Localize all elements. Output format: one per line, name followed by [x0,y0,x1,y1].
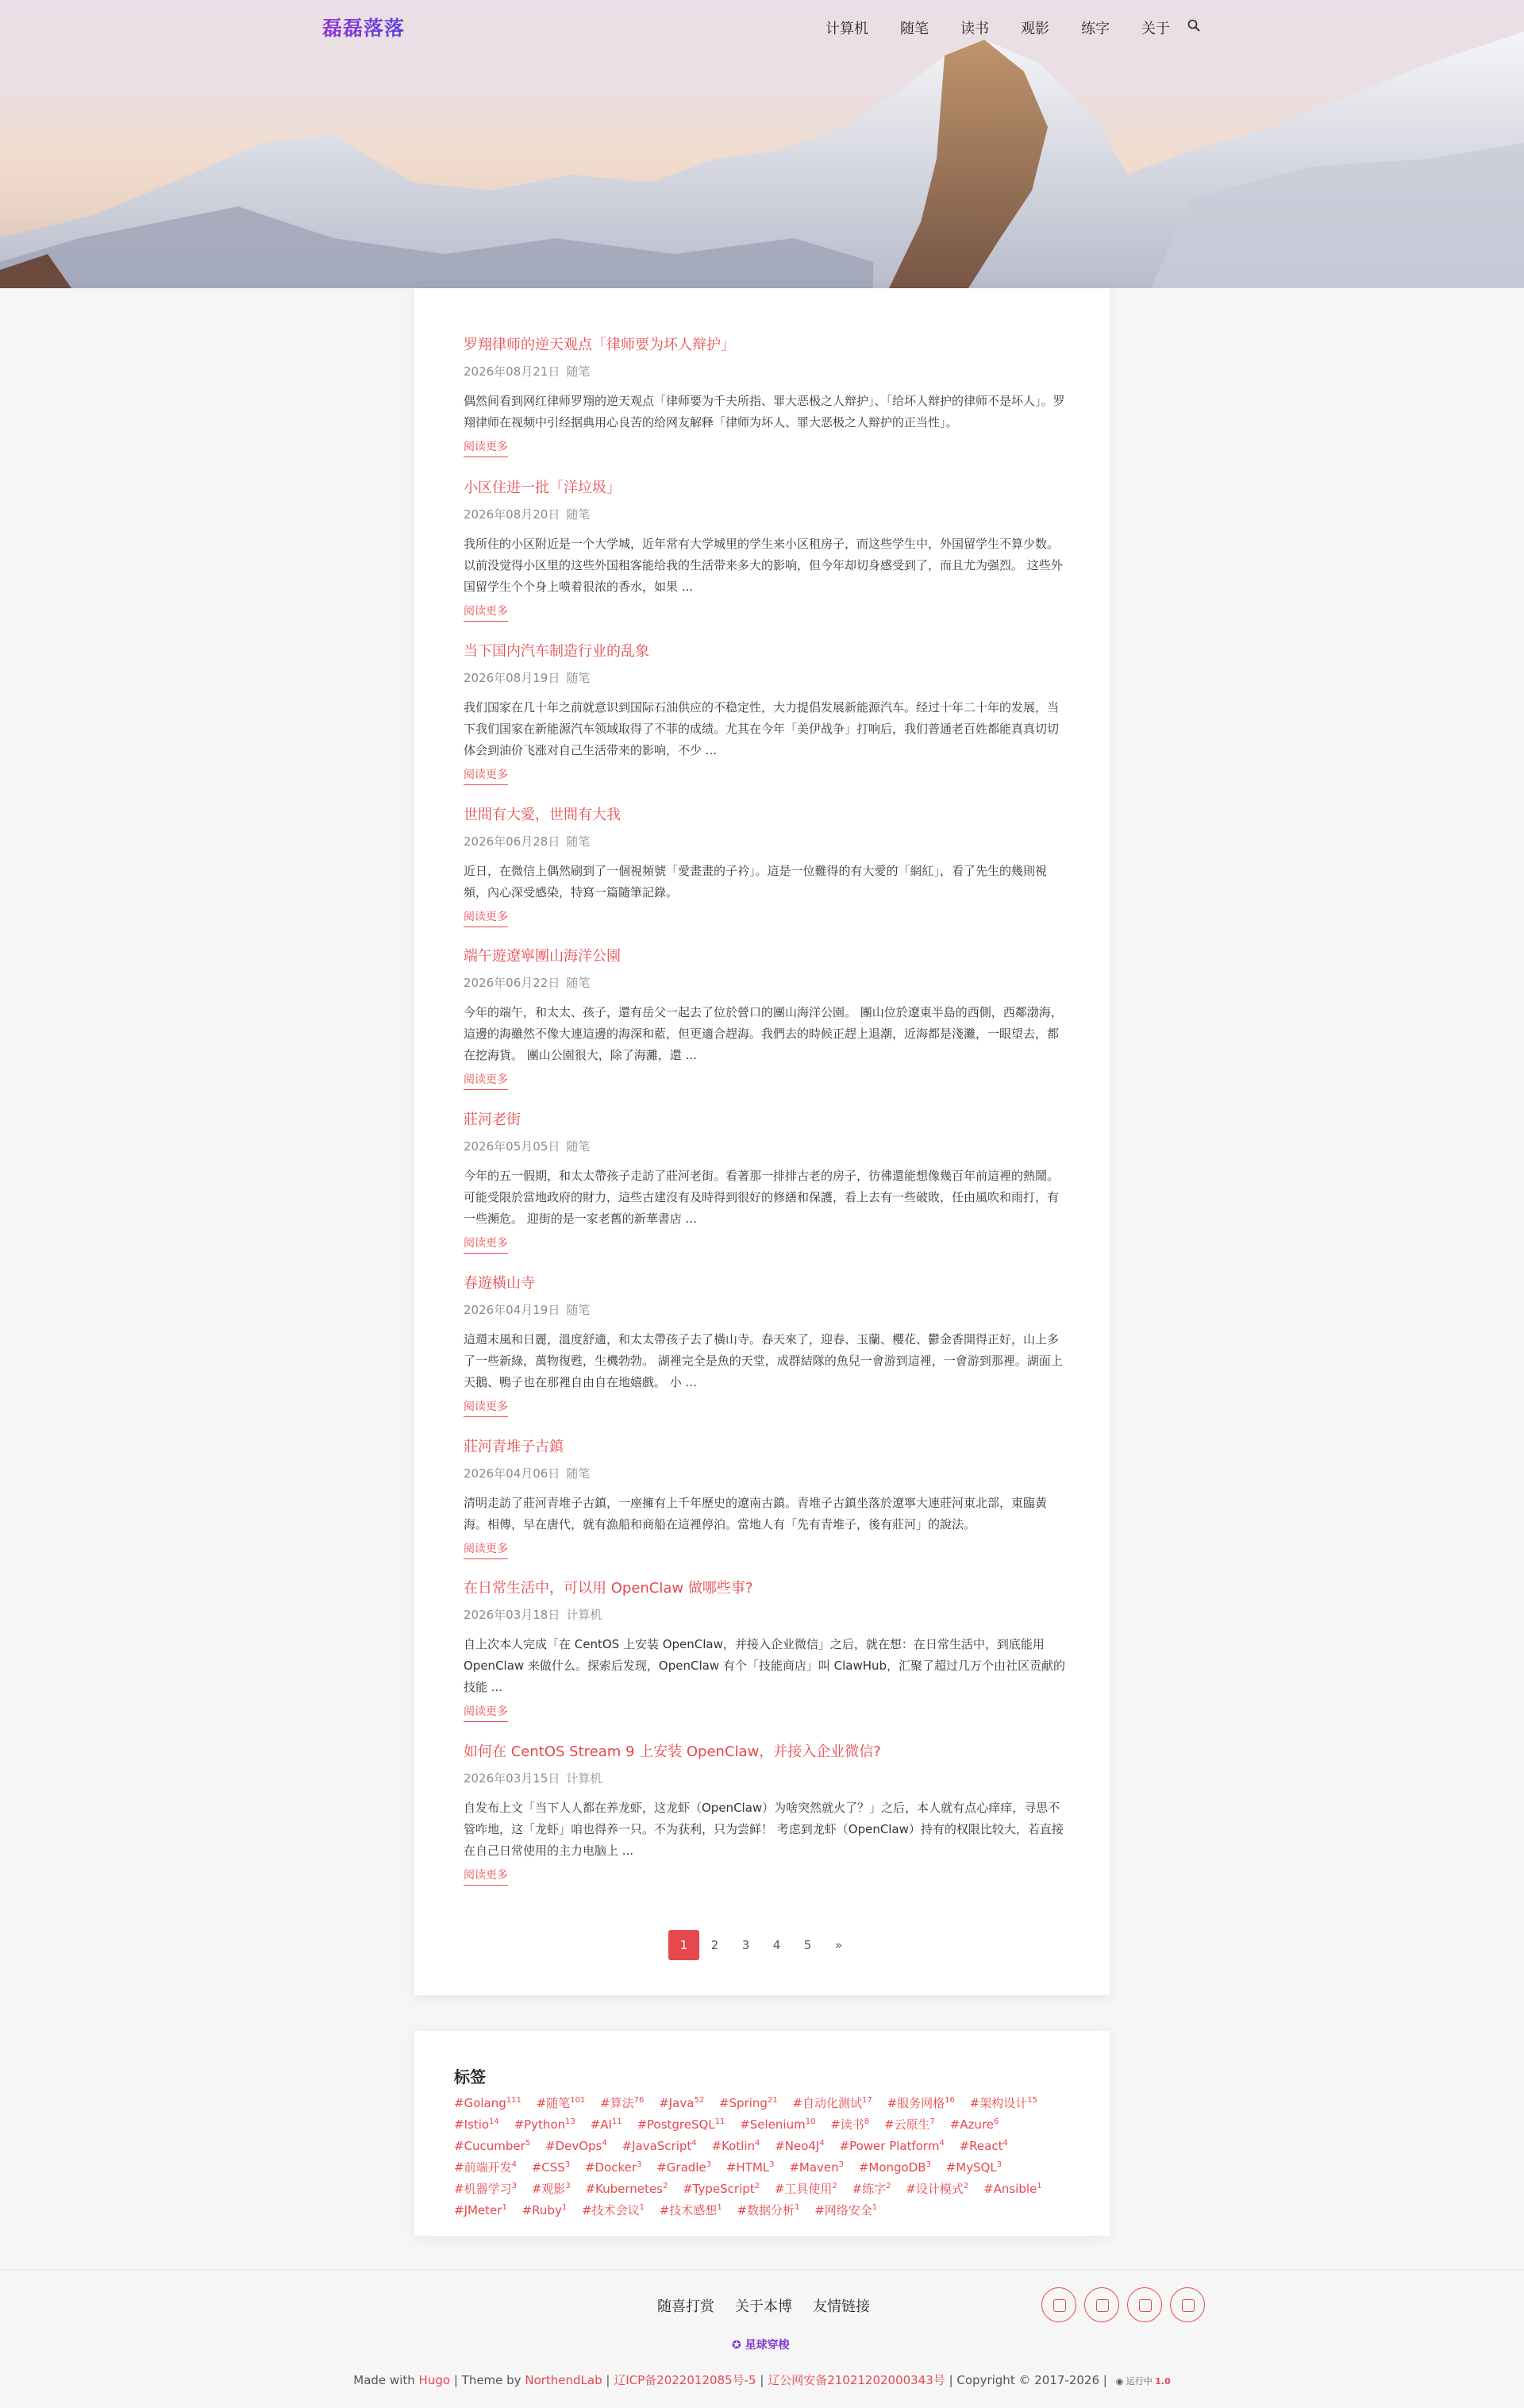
read-more-link[interactable]: 阅读更多 [464,1235,508,1254]
nav-item-calligraphy[interactable]: 练字 [1081,21,1110,37]
tag-name: #Power Platform [839,2139,940,2153]
tag-name: #技术会议 [582,2203,640,2217]
tag-link[interactable] [726,2160,775,2175]
tag-link[interactable] [970,2096,1037,2110]
post-title[interactable]: 小区住进一批「洋垃圾」 [464,480,621,496]
copyright-line: Made with Hugo | Theme by NorthendLab | 辽ICP备2022012085号-5 | 辽公网安备21021202000343号 | Copyright © 2017-2026 | ◉ 运行中 1.0 [353,2373,1171,2387]
post-title[interactable]: 端午遊遼寧團山海洋公園 [464,948,621,965]
tag-count: 101 [570,2096,586,2105]
footer [0,2269,1524,2408]
tag-name: #Java [659,2096,695,2110]
tag-name: #服务网格 [887,2096,945,2110]
read-more-link[interactable]: 阅读更多 [464,603,508,622]
tags-card [414,2031,1110,2236]
post-date: 2026年05月05日 [464,1139,560,1154]
post-date: 2026年03月15日 [464,1771,560,1786]
tag-link[interactable] [683,2182,760,2196]
post-title[interactable]: 莊河青堆子古鎮 [464,1439,564,1455]
page-1-button[interactable]: 1 [668,1930,699,1960]
tag-name: #随笔 [536,2096,571,2110]
tag-name: #自动化测试 [792,2096,863,2110]
tag-count: 3 [706,2160,712,2169]
tag-link[interactable] [532,2160,570,2175]
tag-link[interactable] [719,2096,778,2110]
tag-link[interactable] [537,2096,586,2110]
tag-link[interactable] [659,2096,704,2110]
status-badge: ◉ 运行中 1.0 [1115,2376,1171,2387]
post-category[interactable]: 计算机 [566,1771,602,1786]
tag-count: 11 [714,2117,725,2126]
post-title[interactable]: 春遊橫山寺 [464,1275,535,1292]
post-category[interactable]: 随笔 [566,1139,591,1154]
post-title[interactable]: 当下国内汽车制造行业的乱象 [464,643,649,660]
tag-count: 4 [602,2139,607,2148]
tag-link[interactable] [454,2096,521,2110]
post-category[interactable]: 随笔 [566,364,591,379]
tag-count: 76 [633,2096,645,2105]
post-summary: 我所住的小区附近是一个大学城，近年常有大学城里的学生来小区租房子，而这些学生中，外国留学生不算少数。 以前没觉得小区里的这些外国租客能给我的生活带来多大的影响，但今年却切身感受到了，而且尤为强烈。 这些外国留学生个个身上喷着很浓的香水，如果 ... [464,537,1063,594]
tag-name: #观影 [531,2182,566,2196]
tag-name: #Ansible [983,2182,1037,2196]
tag-name: #MySQL [945,2160,997,2175]
tag-name: #JMeter [454,2203,502,2217]
tag-link[interactable] [454,2203,507,2217]
tag-name: #设计模式 [906,2182,964,2196]
tag-count: 1 [717,2203,722,2212]
tag-name: #练字 [852,2182,887,2196]
tag-link[interactable] [711,2139,760,2153]
footer-links [657,2295,870,2316]
social-icon[interactable] [1084,2287,1119,2322]
tag-link[interactable] [656,2160,711,2175]
tag-count: 17 [862,2096,872,2105]
tag-name: #PostgreSQL [637,2117,715,2132]
pagination [668,1930,854,1960]
tag-count: 4 [755,2139,760,2148]
tag-name: #前端开发 [454,2160,512,2175]
social-icon[interactable] [1127,2287,1162,2322]
tag-name: #算法 [600,2096,634,2110]
post-list-card [414,288,1110,1995]
search-icon[interactable] [1187,19,1200,32]
post-title[interactable]: 如何在 CentOS Stream 9 上安装 OpenClaw，并接入企业微信? [464,1743,881,1760]
tag-count: 1 [561,2203,568,2212]
post-title[interactable]: 世間有大愛，世間有大我 [464,807,621,823]
status-badge-version: 1.0 [1155,2376,1171,2387]
post-meta [464,834,1067,850]
page-3-button[interactable]: 3 [741,1938,750,1952]
tag-name: #架构设计 [969,2096,1028,2110]
post-date: 2026年03月18日 [464,1608,560,1622]
brand-badge[interactable]: ✪ 星球穿梭 [732,2339,790,2352]
tag-count: 4 [511,2160,517,2169]
tag-count: 3 [838,2160,845,2169]
post-summary: 我们国家在几十年之前就意识到国际石油供应的不稳定性，大力提倡发展新能源汽车。经过十年二十年的发展，当下我们国家在新能源汽车领域取得了不菲的成绩。尤其在今年「美伊战争」打响后，我们普通老百姓都能真真切切体会到油价飞涨对自己生活带来的影响，不少 ... [464,700,1060,757]
tag-count: 3 [564,2160,571,2169]
tag-name: #读书 [830,2117,864,2132]
tag-count: 1 [502,2203,507,2212]
post-item [464,947,1067,1090]
post-category[interactable]: 随笔 [566,1466,591,1481]
tag-link[interactable] [887,2096,955,2110]
tag-name: #Azure [949,2117,994,2132]
tag-link[interactable] [591,2117,622,2132]
tag-name: #DevOps [545,2139,602,2153]
tag-count: 11 [611,2117,622,2126]
tag-name: #AI [590,2117,612,2132]
tag-count: 3 [565,2182,571,2190]
tag-count: 6 [993,2117,999,2126]
post-summary: 偶然间看到网红律师罗翔的逆天观点「律师要为千夫所指、罪大恶极之人辩护」、「给坏人辩护的律师不是坏人」。罗翔律师在视频中引经据典用心良苦的给网友解释「律师为坏人、罪大恶极之人辩护的正当性」。 [464,394,1065,430]
tag-link[interactable] [737,2203,799,2217]
nav-item-essay[interactable]: 随笔 [900,21,929,37]
tag-link[interactable] [830,2117,869,2132]
page-5-button[interactable]: 5 [803,1938,812,1952]
tag-count: 15 [1027,2096,1037,2105]
tag-link[interactable] [660,2203,722,2217]
post-meta [464,1139,1067,1154]
tag-count: 4 [1003,2139,1008,2148]
post-summary: 自上次本人完成「在 CentOS 上安装 OpenClaw，并接入企业微信」之后，就在想：在日常生活中，到底能用 OpenClaw 来做什么。探索后发现，OpenClaw 有个「技能商店」叫 ClawHub，汇聚了超过几万个由社区贡献的技能 ... [464,1637,1066,1694]
post-meta [464,670,1067,686]
site-logo[interactable]: 磊磊落落 [322,13,405,41]
tag-count: 7 [929,2117,935,2126]
tag-name: #Istio [454,2117,490,2132]
tag-name: #机器学习 [454,2182,512,2196]
tag-link[interactable] [740,2117,815,2132]
tag-link[interactable] [960,2139,1008,2153]
social-icon[interactable] [1041,2287,1076,2322]
theme-link[interactable]: NorthendLab [525,2373,602,2387]
tag-link[interactable] [859,2160,931,2175]
read-more-link[interactable]: 阅读更多 [464,909,508,927]
tag-count: 52 [694,2096,705,2105]
read-more-link[interactable]: 阅读更多 [464,1704,508,1722]
post-summary: 清明走訪了莊河青堆子古鎮，一座擁有上千年歷史的遼南古鎮。青堆子古鎮坐落於遼寧大連莊河東北部，東臨黃海。相傳，早在唐代，就有漁船和商船在這裡停泊。當地人有「先有青堆子，後有莊河」的說法。 [464,1496,1048,1531]
tag-name: #Spring [718,2096,768,2110]
read-more-link[interactable]: 阅读更多 [464,1399,508,1417]
post-summary: 今年的端午，和太太、孩子，還有岳父一起去了位於營口的團山海洋公園。 團山位於遼東半島的西側，西鄰渤海，這邊的海雖然不像大連這邊的海深和藍，但更適合趕海。我們去的時候正趕上退潮，近海都是淺灘，一眼望去，都在挖海貨。 團山公園很大，除了海灘，還 ... [464,1005,1063,1062]
tag-name: #技术感想 [659,2203,718,2217]
post-item [464,806,1067,927]
post-meta [464,507,1067,522]
tag-count: 2 [662,2182,668,2190]
tag-link[interactable] [622,2139,697,2153]
gongan-link[interactable]: 辽公网安备21021202000343号 [768,2373,945,2387]
post-date: 2026年04月19日 [464,1303,560,1317]
tag-link[interactable] [983,2182,1042,2196]
social-icon[interactable] [1170,2287,1205,2322]
hugo-link[interactable]: Hugo [418,2373,451,2387]
tag-count: 3 [511,2182,517,2190]
hero-banner [0,0,1524,288]
tag-count: 8 [864,2117,870,2126]
tag-name: #TypeScript [683,2182,755,2196]
post-item [464,642,1067,785]
post-summary: 自发布上文「当下人人都在养龙虾，这龙虾（OpenClaw）为啥突然就火了？」之后，本人就有点心痒痒，寻思不管咋地，这「龙虾」咱也得养一只。不为获利，只为尝鲜！ 考虑到龙虾（OpenClaw）持有的权限比较大，若直接在自己日常使用的主力电脑上 ... [464,1801,1064,1858]
tag-count: 111 [506,2096,521,2105]
tag-count: 2 [832,2182,837,2190]
tag-count: 21 [767,2096,778,2105]
read-more-link[interactable]: 阅读更多 [464,1867,508,1886]
footer-link-friends[interactable]: 友情链接 [813,2298,870,2315]
tag-name: #React [959,2139,1003,2153]
icp-link[interactable]: 辽ICP备2022012085号-5 [614,2373,756,2387]
tag-name: #Python [514,2117,566,2132]
read-more-link[interactable]: 阅读更多 [464,439,508,457]
tag-name: #Kubernetes [585,2182,663,2196]
tag-count: 1 [872,2203,878,2212]
post-meta [464,1770,1067,1786]
tag-link[interactable] [884,2117,935,2132]
tag-count: 13 [565,2117,575,2126]
post-item [464,1274,1067,1417]
tag-link[interactable] [840,2139,945,2153]
post-item [464,1111,1067,1254]
tag-name: #数据分析 [737,2203,795,2217]
tags-title: 标签 [454,2067,486,2086]
tag-count: 2 [754,2182,760,2190]
post-item [464,336,1067,457]
post-category[interactable]: 随笔 [566,507,591,522]
tag-link[interactable] [532,2182,571,2196]
copyright-text: Copyright © 2017-2026 [956,2373,1099,2387]
tag-name: #Docker [584,2160,637,2175]
tag-link[interactable] [906,2182,968,2196]
post-date: 2026年08月20日 [464,507,560,522]
tag-count: 5 [525,2139,531,2148]
post-meta [464,1466,1067,1481]
post-category[interactable]: 随笔 [566,976,591,990]
post-meta [464,364,1067,380]
read-more-link[interactable]: 阅读更多 [464,1072,508,1090]
tag-count: 3 [926,2160,931,2169]
tag-count: 3 [637,2160,642,2169]
tag-link[interactable] [454,2182,517,2196]
tag-link[interactable] [454,2117,499,2132]
tag-link[interactable] [792,2096,872,2110]
tag-link[interactable] [814,2203,877,2217]
tag-count: 10 [805,2117,816,2126]
next-page-button[interactable]: » [834,1938,843,1952]
post-item [464,1579,1067,1722]
footer-link-about[interactable]: 关于本博 [735,2298,792,2315]
tag-name: #Maven [789,2160,839,2175]
tag-link[interactable] [522,2203,568,2217]
tag-count: 1 [795,2203,800,2212]
page-2-button[interactable]: 2 [710,1938,719,1952]
post-category[interactable]: 随笔 [566,1303,591,1317]
tag-count: 3 [996,2160,1003,2169]
post-title[interactable]: 罗翔律师的逆天观点「律师要为坏人辩护」 [464,337,735,353]
footer-link-donate[interactable]: 随喜打赏 [657,2298,714,2315]
post-date: 2026年08月21日 [464,364,560,379]
brand-badge-label: 星球穿梭 [745,2339,790,2352]
post-item [464,1743,1067,1886]
tag-link[interactable] [600,2096,644,2110]
tag-link[interactable] [775,2182,837,2196]
tag-link[interactable] [545,2139,607,2153]
post-title[interactable]: 在日常生活中，可以用 OpenClaw 做哪些事? [464,1580,753,1597]
tag-count: 4 [691,2139,697,2148]
tag-name: #Neo4J [775,2139,820,2153]
post-item [464,1438,1067,1559]
post-category[interactable]: 随笔 [566,671,591,685]
tag-count: 14 [489,2117,499,2126]
tag-link[interactable] [775,2139,825,2153]
tag-name: #HTML [725,2160,770,2175]
tag-name: #Golang [454,2096,506,2110]
post-summary: 今年的五一假期，和太太帶孩子走訪了莊河老街。看著那一排排古老的房子，彷彿還能想像幾百年前這裡的熱鬧。 可能受限於當地政府的財力，這些古建沒有及時得到很好的修繕和保護，看上去有一些破敗，任由風吹和雨打，有一些瀕危。 迎街的是一家老舊的新華書店 ... [464,1169,1060,1226]
tag-link[interactable] [514,2117,575,2132]
post-item [464,479,1067,622]
tag-link[interactable] [585,2182,668,2196]
tag-count: 3 [769,2160,775,2169]
tag-name: #Selenium [740,2117,806,2132]
tag-count: 4 [939,2139,945,2148]
post-summary: 這週末風和日麗，溫度舒適，和太太帶孩子去了橫山寺。春天來了，迎春、玉蘭、櫻花、鬱金香開得正好，山上多了一些新綠，萬物復甦，生機勃勃。 湖裡完全是魚的天堂，成群結隊的魚兒一會游到這裡，一會游到那裡。湖面上天鵝、鴨子也在那裡自由自在地嬉戲。 小 ... [464,1332,1063,1389]
post-meta [464,975,1067,991]
post-category[interactable]: 计算机 [566,1608,602,1622]
tag-link[interactable] [950,2117,999,2132]
nav-item-movies[interactable]: 观影 [1021,21,1049,37]
tag-name: #MongoDB [858,2160,926,2175]
tag-name: #工具使用 [774,2182,833,2196]
tag-name: #JavaScript [622,2139,692,2153]
tag-cloud [454,2091,1073,2220]
post-date: 2026年06月22日 [464,976,560,990]
post-category[interactable]: 随笔 [566,834,591,849]
made-with-text: Made with [353,2373,415,2387]
tag-name: #网络安全 [814,2203,872,2217]
tag-link[interactable] [637,2117,725,2132]
post-date: 2026年06月28日 [464,834,560,849]
read-more-link[interactable]: 阅读更多 [464,767,508,785]
tag-count: 2 [886,2182,891,2190]
post-meta [464,1302,1067,1318]
tag-count: 1 [639,2203,645,2212]
tag-name: #Cucumber [454,2139,525,2153]
social-links [1041,2287,1205,2322]
tag-link[interactable] [585,2160,641,2175]
tag-link[interactable] [454,2160,517,2175]
tag-link[interactable] [789,2160,844,2175]
tag-name: #云原生 [883,2117,930,2132]
theme-by-text: Theme by [461,2373,521,2387]
tag-link[interactable] [582,2203,645,2217]
tag-name: #Kotlin [711,2139,756,2153]
tag-link[interactable] [454,2139,530,2153]
tag-link[interactable] [852,2182,891,2196]
tag-name: #Gradle [656,2160,706,2175]
tag-name: #CSS [531,2160,565,2175]
status-badge-label: 运行中 [1126,2376,1153,2387]
tag-count: 4 [819,2139,825,2148]
nav-item-computer[interactable]: 计算机 [826,21,868,37]
nav-item-about[interactable]: 关于 [1141,21,1170,37]
tag-count: 16 [945,2096,955,2105]
tag-link[interactable] [946,2160,1002,2175]
top-navbar [0,0,1524,52]
post-date: 2026年08月19日 [464,671,560,685]
tag-count: 2 [963,2182,969,2190]
post-title[interactable]: 莊河老街 [464,1112,521,1128]
post-date: 2026年04月06日 [464,1466,560,1481]
tag-count: 1 [1037,2182,1042,2190]
nav-item-reading[interactable]: 读书 [960,21,989,37]
post-summary: 近日，在微信上偶然刷到了一個視頻號「愛畫畫的子衿」。這是一位難得的有大愛的「網紅」，看了先生的幾則視頻，內心深受感染，特寫一篇隨筆記錄。 [464,864,1048,900]
page-4-button[interactable]: 4 [772,1938,781,1952]
post-meta [464,1607,1067,1623]
read-more-link[interactable]: 阅读更多 [464,1541,508,1559]
tag-name: #Ruby [521,2203,562,2217]
